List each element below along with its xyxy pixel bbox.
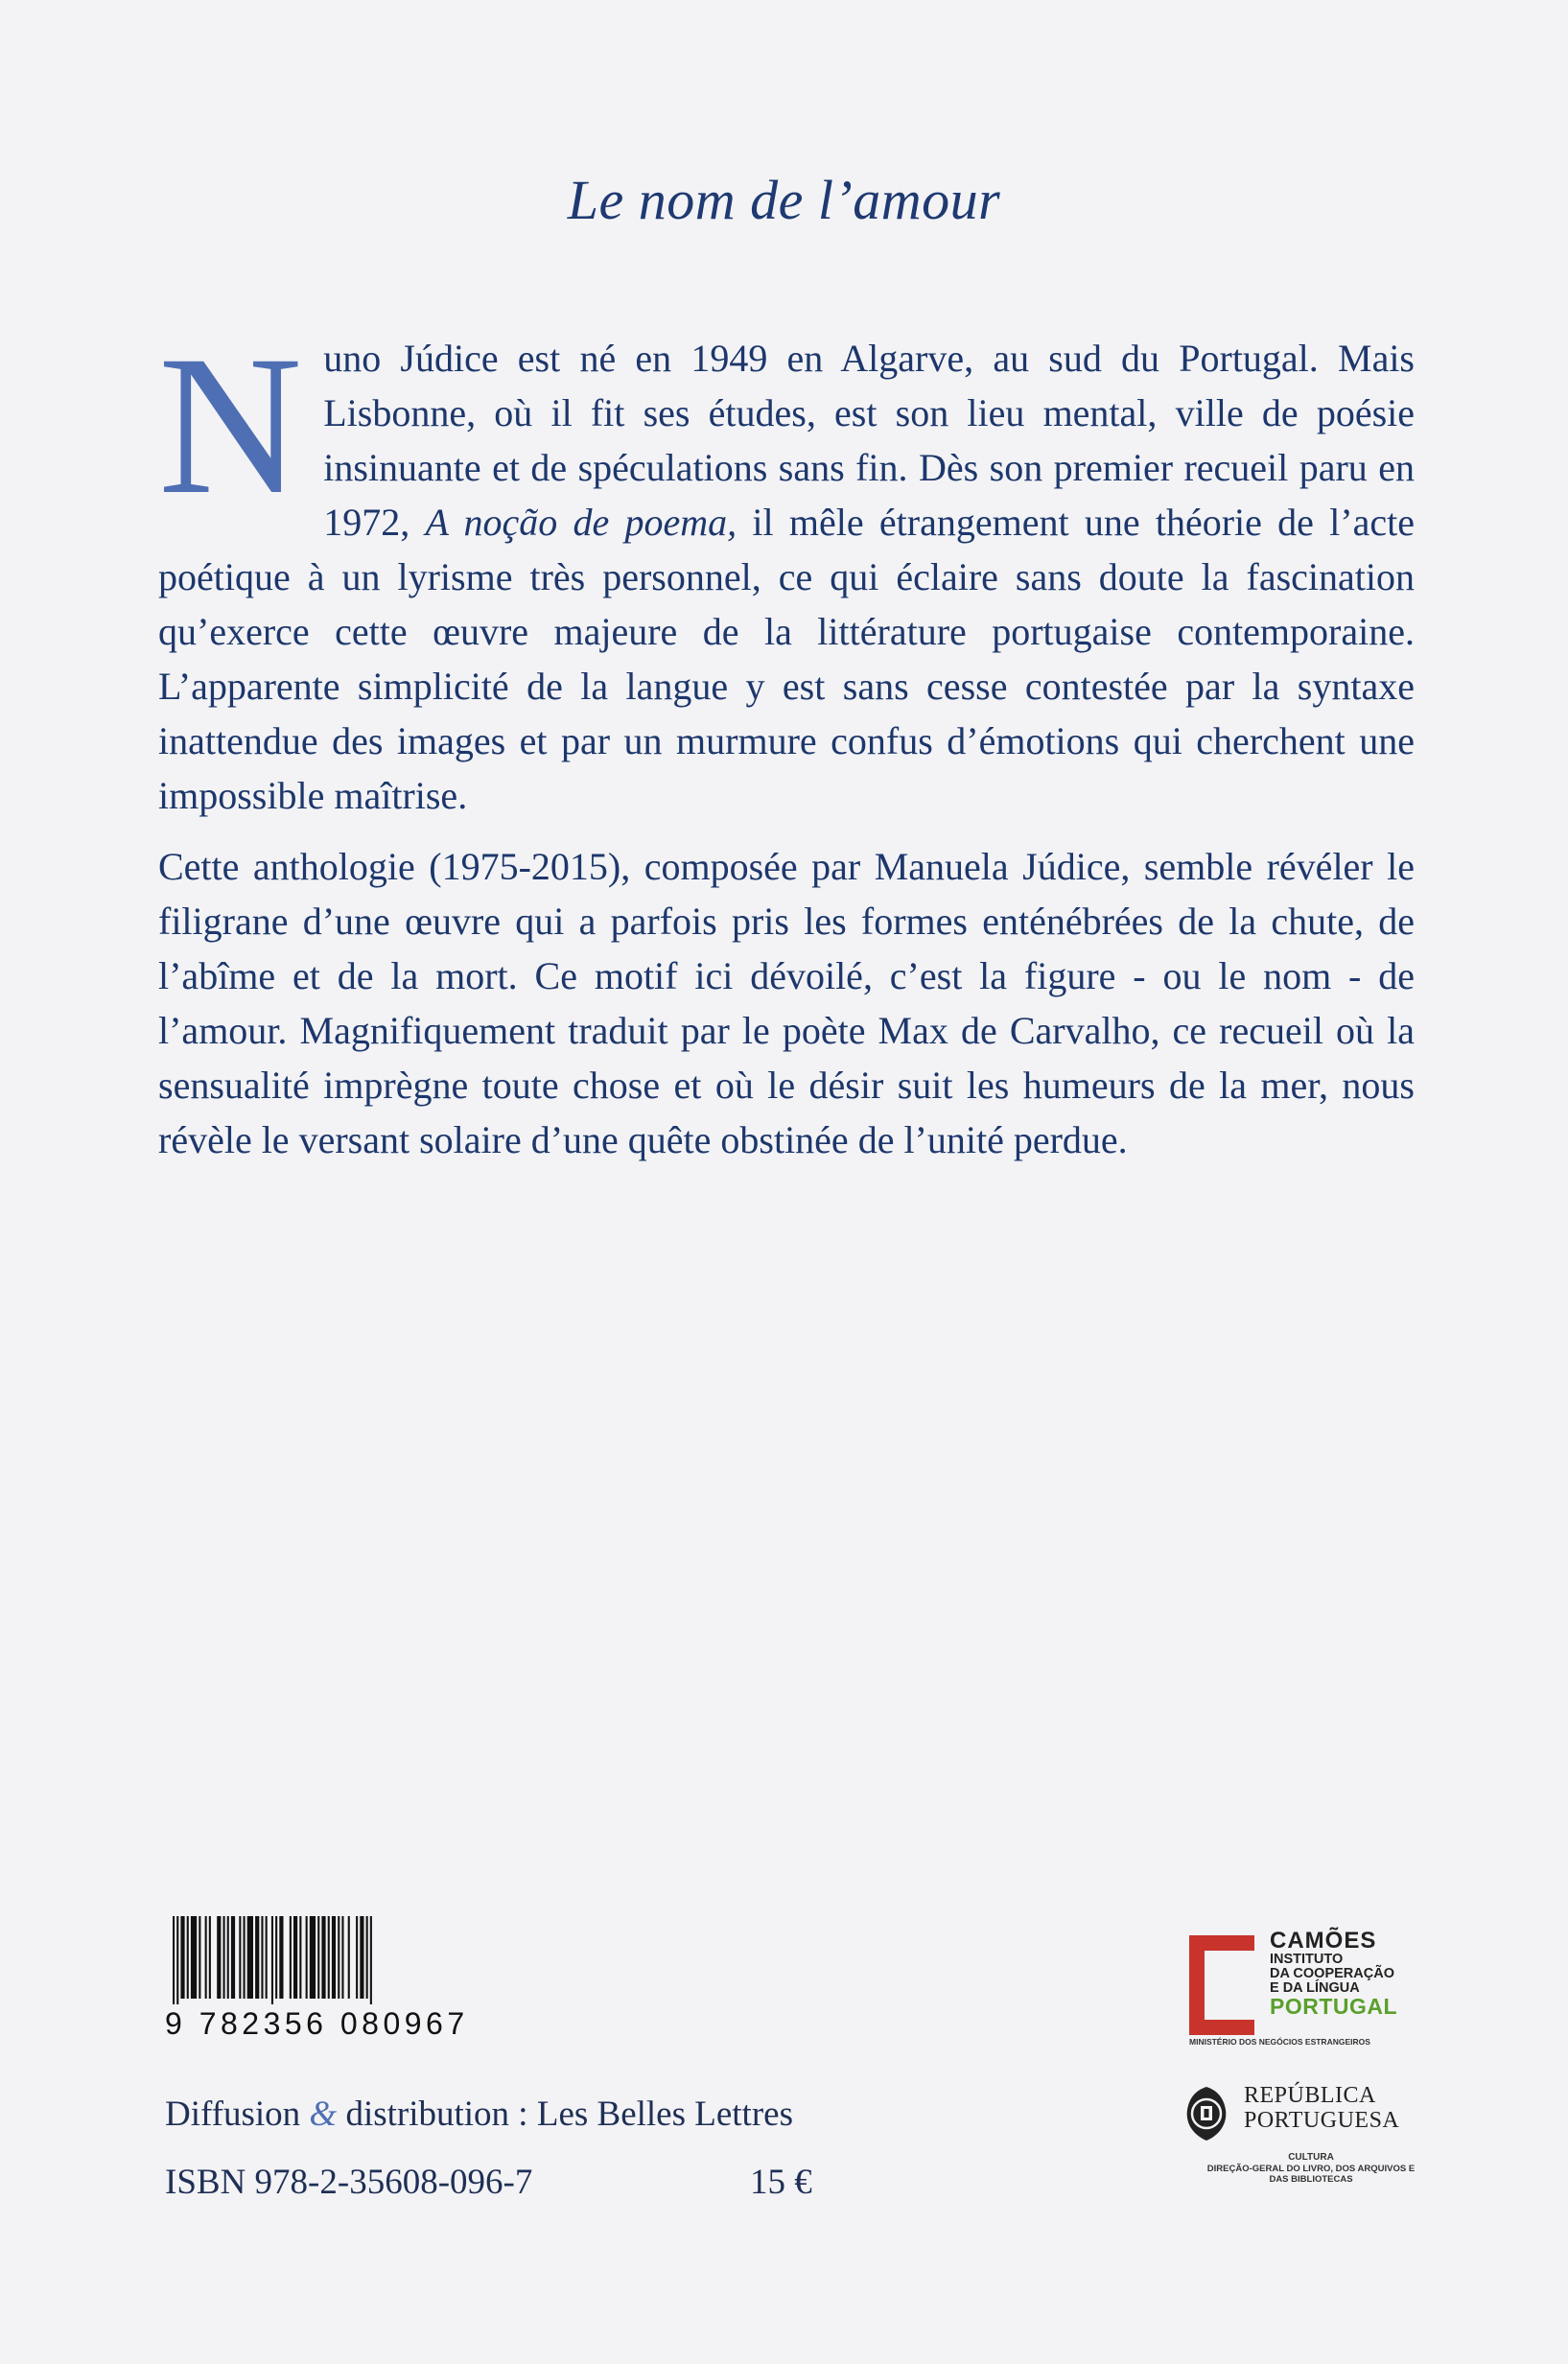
camoes-portugal: PORTUGAL [1270,1994,1398,2019]
blurb-p1-start: uno Júdice est né en 1949 en Algarve, au sud du Portugal. Mais Lisbonne, où il fit ses études, est son lieu mental, ville de poésie insinuante et de spéculations sans fin. Dès son premier recueil paru en 1972, [323,337,1415,544]
barcode-bar [255,1916,259,1999]
barcode-bar [261,1916,263,1999]
barcode-bar [271,1916,273,2004]
barcode-bar [217,1916,221,1999]
blurb-paragraph-1 [158,315,1415,823]
barcode-bar [279,1916,283,1999]
barcode-bar [209,1916,211,1999]
price: 15 € [750,2163,812,2202]
distribution-line: Diffusion & distribution : Les Belles Lettres [165,2095,793,2134]
barcode-bar [275,1916,277,1999]
barcode-bars [173,1916,476,2004]
barcode-bar [299,1916,301,1999]
camoes-c-icon [1189,1935,1254,2035]
coat-of-arms-icon [1182,2085,1231,2142]
barcode-bar [348,1916,350,1999]
collection-title: A noção de poema, [425,501,737,544]
camoes-logo: CAMÕES INSTITUTO DA COOPERAÇÃO E DA LÍNGUA PORTUGAL MINISTÉRIO DOS NEGÓCIOS ESTRANGEIROS [1189,1930,1419,2045]
book-title: Le nom de l’amour [567,169,1001,231]
barcode-bar [321,1916,325,1999]
barcode-bar [191,1916,197,1999]
barcode-bar [180,1916,184,1999]
barcode-bar [310,1916,316,1999]
drop-cap-letter: N [158,315,303,535]
barcode-bar [356,1916,358,1999]
barcode-bar [341,1916,343,1999]
barcode-bar [328,1916,330,1999]
barcode-bar [199,1916,200,1999]
barcode-bar [306,1916,308,1999]
barcode-bar [231,1916,235,1999]
camoes-ministry: MINISTÉRIO DOS NEGÓCIOS ESTRANGEIROS [1189,2037,1370,2047]
barcode-bar [366,1916,368,1999]
isbn: ISBN 978-2-35608-096-7 [165,2163,533,2202]
barcode-bar [360,1916,363,1999]
barcode-bar [244,1916,246,1999]
barcode-bar [227,1916,229,1999]
barcode-bar [266,1916,268,1999]
republica-portuguesa-logo: REPÚBLICA PORTUGUESA CULTURA DIREÇÃO-GERAL DO LIVRO, DOS ARQUIVOS E DAS BIBLIOTECAS [1182,2083,1440,2208]
blurb-text [158,315,1415,1167]
blurb-paragraph-2: Cette anthologie (1975-2015), composée par Manuela Júdice, semble révéler le filigrane d’une œuvre qui a parfois pris les formes enténébrées de la chute, de l’abîme et de la mort. Ce motif ici dévoilé, c’est la figure - ou le nom - de l’amour. Magnifiquement traduit par le poète Max de Carvalho, ce recueil où la sensualité imprègne toute chose et où le désir suit les humeurs de la mer, nous révèle le versant solaire d’une quête obstinée de l’unité perdue. [158,845,1415,1161]
barcode-bar [173,1916,175,2004]
barcode-digits: 9 782356 080967 [165,2006,469,2041]
barcode-bar [187,1916,189,1999]
barcode-bar [176,1916,178,2004]
barcode-bar [290,1916,292,1999]
barcode-bar [338,1916,339,1999]
barcode-bar [205,1916,207,1999]
barcode-bar [293,1916,297,1999]
barcode-bar [223,1916,225,1999]
ampersand: & [309,2095,338,2134]
barcode-bar [317,1916,319,1999]
barcode-bar [239,1916,241,1999]
camoes-name: CAMÕES [1270,1928,1377,1954]
barcode-bar [247,1916,253,1999]
barcode-bar [370,1916,372,2004]
barcode [165,1916,481,2050]
barcode-bar [332,1916,336,1999]
blurb-p1-end: il mêle étrangement une théorie de l’acte poétique à un lyrisme très personnel, ce qui éclaire sans doute la fascination qu’exerce cette œuvre majeure de la littérature portugaise contemporaine. L’apparente simplicité de la langue y est sans cesse contestée par la syntaxe inattendue des images et par un murmure confus d’émotions qui cherchent une impossible maîtrise. [158,501,1415,817]
